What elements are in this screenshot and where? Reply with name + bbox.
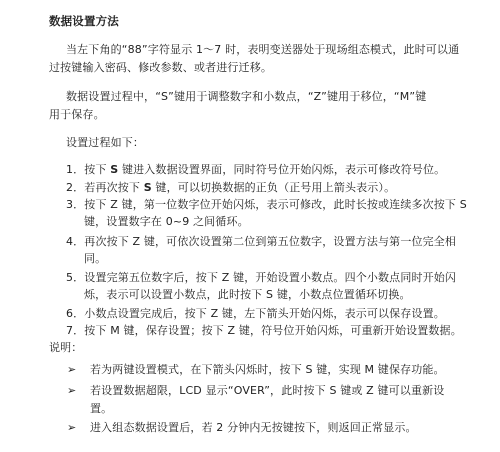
key-label: S [110, 163, 119, 176]
arrow-bullet-icon: ➢ [67, 384, 77, 397]
step-item: 3．按下 Z 键，第一位数字位开始闪烁，表示可修改，此时长按或连续多次按下 S [66, 198, 467, 211]
paragraph-line: 当左下角的“88”字符显示 1～7 时，表明变送器处于现场组态模式，此时可以通 [66, 43, 460, 56]
section-heading: 设置过程如下： [66, 136, 145, 149]
step-item: 4．再次按下 Z 键，可依次设置第二位到第五位数字，设置方法与第一位完全相 [66, 235, 457, 248]
step-item-continued: 烁，表示可以设置小数点，此时按下 S 键，小数点位置循环切换。 [84, 288, 411, 301]
key-label: S [143, 181, 152, 194]
step-text: 键，可以切换数据的正负（正号用上箭头表示）。 [151, 181, 396, 194]
note-item: 若为两键设置模式，在下箭头闪烁时，按下 S 键，实现 M 键保存功能。 [90, 363, 445, 376]
step-item: 5．设置完第五位数字后，按下 Z 键，开始设置小数点。四个小数点同时开始闪 [66, 271, 457, 284]
note-item: 进入组态数据设置后，若 2 分钟内无按键按下，则返回正常显示。 [90, 421, 417, 434]
step-item: 6．小数点设置完成后，按下 Z 键，左下箭头开始闪烁，表示可以保存设置。 [66, 307, 445, 320]
step-text: 1．按下 [66, 163, 111, 176]
note-item: 若设置数据超限，LCD 显示“OVER”，此时按下 S 键或 Z 键可以重新设 [90, 384, 445, 397]
page-title: 数据设置方法 [49, 14, 119, 28]
step-item [66, 180, 395, 195]
paragraph-line: 过按键输入密码、修改参数、或者进行迁移。 [49, 61, 272, 74]
notes-heading: 说明： [49, 341, 83, 354]
paragraph-line: 用于保存。 [49, 108, 105, 121]
step-item-continued: 同。 [84, 252, 107, 265]
note-item-continued: 置。 [90, 402, 113, 415]
step-item [66, 162, 445, 177]
arrow-bullet-icon: ➢ [67, 363, 77, 376]
step-text: 键进入数据设置界面，同时符号位开始闪烁，表示可修改符号位。 [118, 163, 446, 176]
arrow-bullet-icon: ➢ [67, 421, 77, 434]
paragraph-line: 数据设置过程中，“S”键用于调整数字和小数点，“Z”键用于移位，“M”键 [66, 90, 427, 103]
step-item-continued: 键，设置数字在 0~9 之间循环。 [84, 215, 249, 228]
step-item: 7．按下 M 键，保存设置；按下 Z 键，符号位开始闪烁，可重新开始设置数据。 [66, 324, 462, 337]
step-text: 2．若再次按下 [66, 181, 144, 194]
